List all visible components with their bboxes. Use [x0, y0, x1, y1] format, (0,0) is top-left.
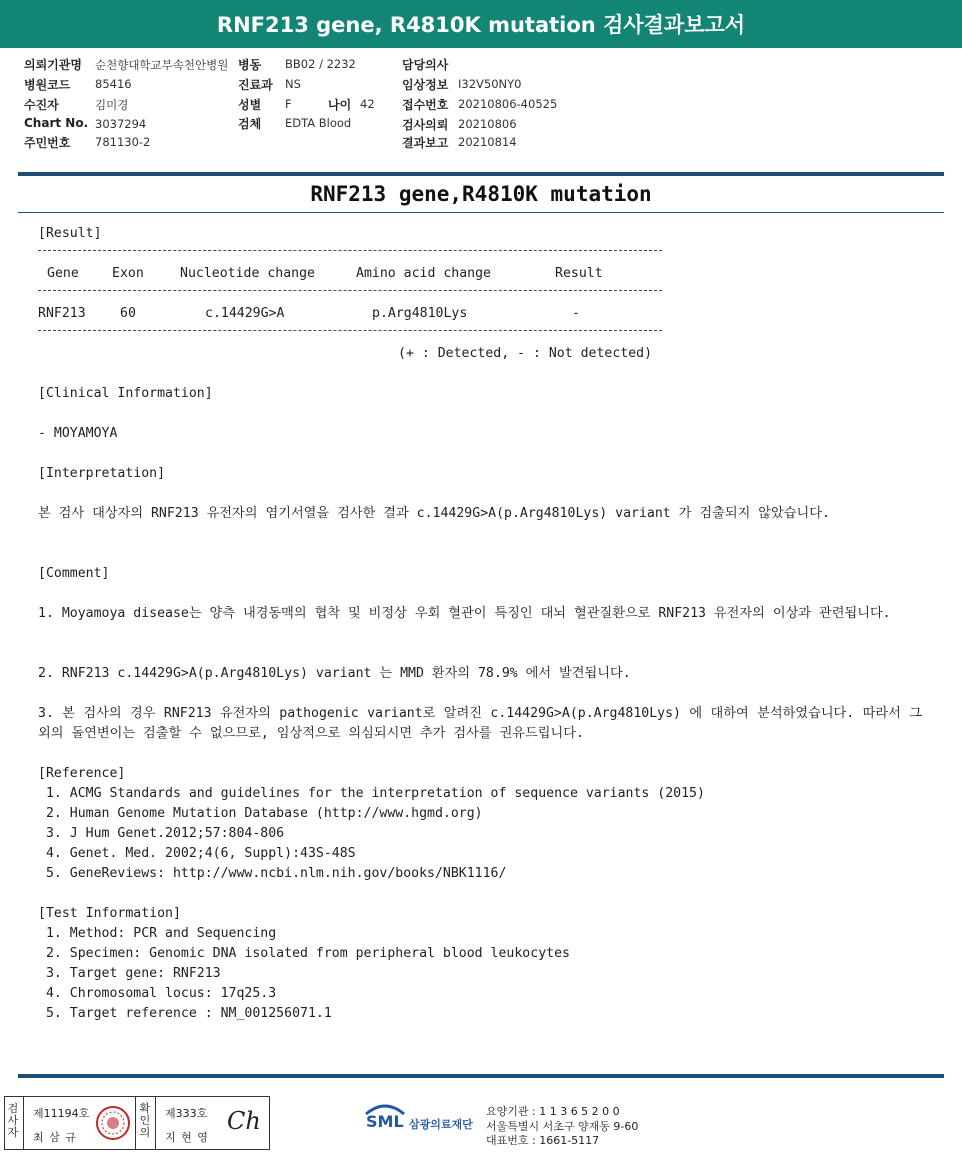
- institution-label: 의뢰기관명: [24, 58, 82, 72]
- reference-item: 1. ACMG Standards and guidelines for the interpretation of sequence variants (2015): [38, 786, 705, 801]
- reference-item: 4. Genet. Med. 2002;4(6, Suppl):43S-48S: [38, 846, 356, 861]
- comment-3: 3. 본 검사의 경우 RNF213 유전자의 pathogenic variant로 알려진 c.14429G>A(p.Arg4810Lys) 에 대하여 분석하였습니다. 따라서 그 외의 돌연변이는 검출할 수 없으므로, 임상적으로 의심되시면 추가 검사를 권유드립니다.: [38, 706, 922, 741]
- examiner-seal-icon: [95, 1105, 131, 1141]
- col-nucleotide: Nucleotide change: [180, 266, 315, 281]
- cell-gene: RNF213: [38, 306, 86, 321]
- report-title: RNF213 gene,R4810K mutation: [310, 182, 652, 206]
- interpretation-text: 본 검사 대상자의 RNF213 유전자의 염기서열을 검사한 결과 c.14429G>A(p.Arg4810Lys) variant 가 검출되지 않았습니다.: [38, 506, 830, 521]
- sex-value: F: [285, 97, 292, 111]
- clinical-label: 임상정보: [402, 78, 449, 92]
- reference-heading: [Reference]: [38, 766, 126, 781]
- testinfo-item: 3. Target gene: RNF213: [38, 966, 221, 981]
- table-header-rule: [38, 290, 662, 291]
- testinfo-item: 2. Specimen: Genomic DNA isolated from peripheral blood leukocytes: [38, 946, 570, 961]
- hospital-code-label: 병원코드: [24, 78, 71, 92]
- testinfo-item: 5. Target reference : NM_001256071.1: [38, 1006, 332, 1021]
- comment-1: 1. Moyamoya disease는 양측 내경동맥의 협착 및 비정상 우회 혈관이 특징인 대뇌 혈관질환으로 RNF213 유전자의 이상과 관련됩니다.: [38, 606, 891, 621]
- col-gene: Gene: [47, 266, 79, 281]
- result-legend: (+ : Detected, - : Not detected): [398, 346, 653, 361]
- reference-item: 5. GeneReviews: http://www.ncbi.nlm.nih.gov/books/NBK1116/: [38, 866, 507, 881]
- clinical-text: - MOYAMOYA: [38, 426, 118, 441]
- cell-nucleotide: c.14429G>A: [205, 306, 285, 321]
- lab-name: 삼광의료재단: [409, 1118, 473, 1131]
- reference-item: 3. J Hum Genet.2012;57:804-806: [38, 826, 285, 841]
- confirmer-label: 확인의: [139, 1102, 151, 1139]
- testinfo-item: 4. Chromosomal locus: 17q25.3: [38, 986, 277, 1001]
- examinee-label: 수진자: [24, 98, 59, 112]
- report-footer: [0, 1086, 962, 1160]
- clinical-value: I32V50NY0: [458, 77, 522, 91]
- comment-2: 2. RNF213 c.14429G>A(p.Arg4810Lys) variant 는 MMD 환자의 78.9% 에서 발견됩니다.: [38, 666, 631, 681]
- ward-label: 병동: [238, 58, 262, 72]
- report-header-title: RNF213 gene, R4810K mutation 검사결과보고서: [0, 0, 962, 48]
- doctor-label: 담당의사: [402, 58, 449, 72]
- col-exon: Exon: [112, 266, 144, 281]
- signature: Ch: [227, 1107, 261, 1135]
- specimen-label: 검체: [238, 117, 262, 131]
- chart-label: Chart No.: [24, 116, 89, 130]
- lab-logo: SML: [366, 1112, 404, 1131]
- comment-heading: [Comment]: [38, 566, 110, 581]
- cell-result: -: [572, 306, 580, 321]
- confirmer-name: 지 현 영: [165, 1131, 209, 1144]
- lab-code: 요양기관 : 1 1 3 6 5 2 0 0: [486, 1105, 620, 1118]
- interpretation-heading: [Interpretation]: [38, 466, 166, 481]
- dept-value: NS: [285, 77, 301, 91]
- bottom-rule: [18, 1074, 944, 1078]
- dept-label: 진료과: [238, 78, 273, 92]
- table-top-rule: [38, 250, 662, 251]
- signature-box: [4, 1096, 270, 1150]
- sex-label: 성별: [238, 98, 262, 112]
- report-date-label: 결과보고: [402, 136, 449, 150]
- confirmer-license-no: 제333호: [165, 1107, 208, 1120]
- result-heading: [Result]: [38, 226, 102, 241]
- clinical-heading: [Clinical Information]: [38, 386, 213, 401]
- cell-exon: 60: [120, 306, 136, 321]
- title-rule: [18, 212, 944, 213]
- specimen-value: EDTA Blood: [285, 116, 352, 130]
- lab-address: 서울특별시 서초구 양재동 9-60: [486, 1120, 639, 1133]
- table-bottom-rule: [38, 330, 662, 331]
- col-result: Result: [555, 266, 603, 281]
- receipt-label: 접수번호: [402, 98, 449, 112]
- examiner-label: 검사자: [7, 1102, 19, 1139]
- age-value: 42: [360, 97, 375, 111]
- examiner-name: 최 삼 규: [33, 1131, 77, 1144]
- resident-value: 781130-2: [95, 135, 151, 149]
- request-value: 20210806: [458, 117, 517, 131]
- resident-label: 주민번호: [24, 136, 71, 150]
- chart-value: 3037294: [95, 117, 147, 131]
- hospital-code-value: 85416: [95, 77, 132, 91]
- lab-phone: 대표번호 : 1661-5117: [486, 1134, 600, 1147]
- request-label: 검사의뢰: [402, 118, 449, 132]
- testinfo-heading: [Test Information]: [38, 906, 181, 921]
- age-label: 나이: [328, 98, 352, 112]
- receipt-value: 20210806-40525: [458, 97, 558, 111]
- report-date-value: 20210814: [458, 135, 517, 149]
- col-amino: Amino acid change: [356, 266, 491, 281]
- reference-item: 2. Human Genome Mutation Database (http://www.hgmd.org): [38, 806, 483, 821]
- cell-amino: p.Arg4810Lys: [372, 306, 468, 321]
- institution-value: 순천향대학교부속천안병원: [95, 58, 229, 72]
- top-rule: [18, 172, 944, 176]
- testinfo-item: 1. Method: PCR and Sequencing: [38, 926, 277, 941]
- examinee-value: 김미경: [95, 98, 129, 112]
- examiner-license-no: 제11194호: [33, 1107, 90, 1120]
- ward-value: BB02 / 2232: [285, 57, 356, 71]
